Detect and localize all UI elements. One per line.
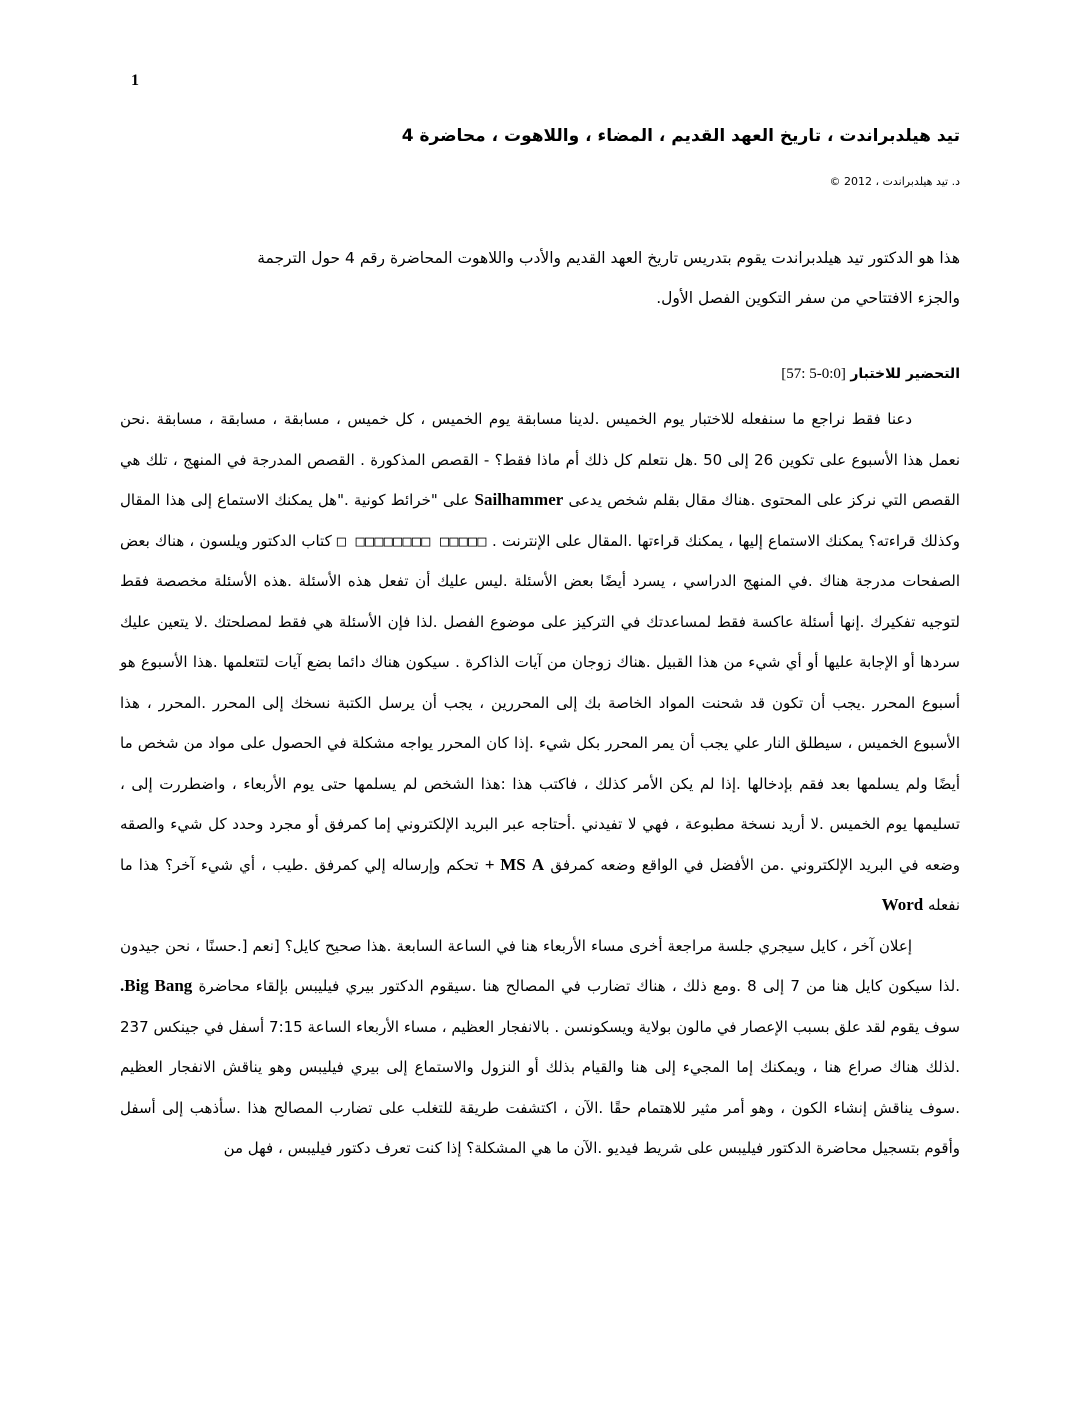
document-title: تيد هيلدبراندت ، تاريخ العهد القديم ، المضاء ، واللاهوت ، محاضرة 4 — [401, 126, 960, 146]
missing-glyphs: □□□□□ □□□□□□□□ □ — [336, 531, 487, 550]
paragraph-text: كتاب الدكتور ويلسون ، هناك بعض الصفحات مدرجة هناك .في المنهج الدراسي ، يسرد أيضًا بعض الأسئلة .ليس عليك أن تفعل هذه الأسئلة .هذه الأسئلة مخصصة فقط لتوجيه تفكيرك .إنها أسئلة عاكسة فقط لمساعدتك في التركيز على موضوع الفصل .لذا فإن الأسئلة هي فقط لمصلحتك .لا يتعين عليك سردها أو الإجابة عليها أو أي شيء من هذا القبيل .هناك زوجان من آيات الذاكرة . سيكون هناك دائما بضع آيات لتتعلمها .هذا الأسبوع هو أسبوع المحرر .يجب أن تكون قد شحنت المواد الخاصة بك إلى المحررين ، يجب أن يرسل الكتبة نسخك إلى المحرر .المحرر ، هذا الأسبوع الخميس ، سيطلق النار علي يجب أن يمر المحرر بكل شيء .إذا كان المحرر يواجه مشكلة في الحصول على مواد من شخص ما أيضًا ولم يسلمها بعد فقم بإدخالها .إذا لم يكن الأمر كذلك ، فاكتب هذا :هذا الشخص لم يسلمها حتى يوم الأربعاء ، واضطررت إلى ، تسليمها يوم الخميس .لا أريد نسخة مطبوعة ، فهي لا تفيدني .أحتاجه عبر البريد الإلكتروني إما كمرفق أو مجرد وحدد كل شيء والصقه وضعه في البريد الإلكتروني .من الأفضل في الواقع وضعه كمرفق — [120, 531, 960, 874]
intro-line-1: هذا هو الدكتور تيد هيلدبراندت يقوم بتدريس تاريخ العهد القديم والأدب واللاهوت المحاضرة رقم 4 حول الترجمة — [257, 249, 960, 267]
intro-paragraph — [130, 238, 960, 318]
paragraph-text: إعلان آخر ، كايل سيجري جلسة مراجعة أخرى مساء الأربعاء هنا في الساعة السابعة .هذا صحيح كايل؟ [نعم [.حسنًا ، نحن جيدون .لذا سيكون كايل هنا من 7 إلى 8 .ومع ذلك ، هناك تضارب في المصالح هنا .سيقوم الدكتور بيري فيليبس بإلقاء محاضرة — [120, 936, 961, 995]
paragraph-quiz-review — [120, 399, 960, 926]
paragraph-text: على "خرائط كونية ."هل يمكنك الاستماع إلى هذا المقال وكذلك قراءته؟ يمكنك الاستماع إليها ، يمكنك قراءتها .المقال على الإنترنت . — [120, 491, 961, 550]
big-bang-latin: Big Bang. — [120, 976, 193, 995]
body-text — [120, 399, 960, 1169]
section-heading-text: التحضير للاختبار — [850, 366, 960, 382]
section-heading — [781, 366, 960, 383]
paragraph-text: دعنا فقط نراجع ما سنفعله للاختبار يوم الخميس .لدينا مسابقة يوم الخميس ، كل خميس ، مسابقة ، مسابقة ، مسابقة .نحن نعمل هذا الأسبوع على تكوين 26 إلى 50 .هل نتعلم كل ذلك أم ماذا فقط؟ - القصص المذكورة . القصص المدرجة في المنهج ، تلك هي القصص التي نركز على المحتوى .هناك مقال بقلم شخص يدعى — [120, 410, 960, 509]
key-combo: A + — [484, 854, 545, 874]
page-number: 1 — [131, 72, 139, 89]
paragraph-text: وإرساله إلي كمرفق .طيب ، أي شيء آخر؟ هذا ما نفعله — [120, 855, 960, 914]
ms-latin: MS — [500, 854, 526, 874]
paragraph-text: بالانفجار العظيم ، مساء الأربعاء الساعة 7:15 أسفل في جينكس 237 .لذلك هناك صراع هنا ، ويمكنك إما المجيء إلى هنا والقيام بذلك أو النزول والاستماع إلى بيري فيليبس وهو يناقش الانفجار العظيم .سوف يناقش إنشاء الكون ، وهو أمر مثير للاهتمام حقًا .الآن ، اكتشفت طريقة للتغلب على تضارب المصالح هذا .سأذهب إلى أسفل وأقوم بتسجيل محاضرة الدكتور فيليبس على شريط فيديو .الآن ما هي المشكلة؟ إذا كنت تعرف دكتور فيليبس ، فهل من — [120, 1017, 960, 1157]
paragraph-text: لقد علق بسبب الإعصار في مالون بولاية ويسكونسن . — [554, 1017, 886, 1036]
section-timestamp: [0:0-5 :57] — [781, 366, 846, 382]
word-latin: Word — [881, 895, 924, 914]
paragraph-text: تحكم — [446, 855, 479, 874]
paragraph-text: سوف يقوم — [890, 1017, 960, 1036]
paragraph-announcement — [120, 926, 960, 1169]
author-name-latin: Sailhammer — [474, 490, 564, 509]
intro-line-2: والجزء الافتتاحي من سفر التكوين الفصل الأول. — [656, 289, 960, 307]
copyright-line: د. تيد هيلدبراندت ، 2012 © — [829, 175, 960, 188]
